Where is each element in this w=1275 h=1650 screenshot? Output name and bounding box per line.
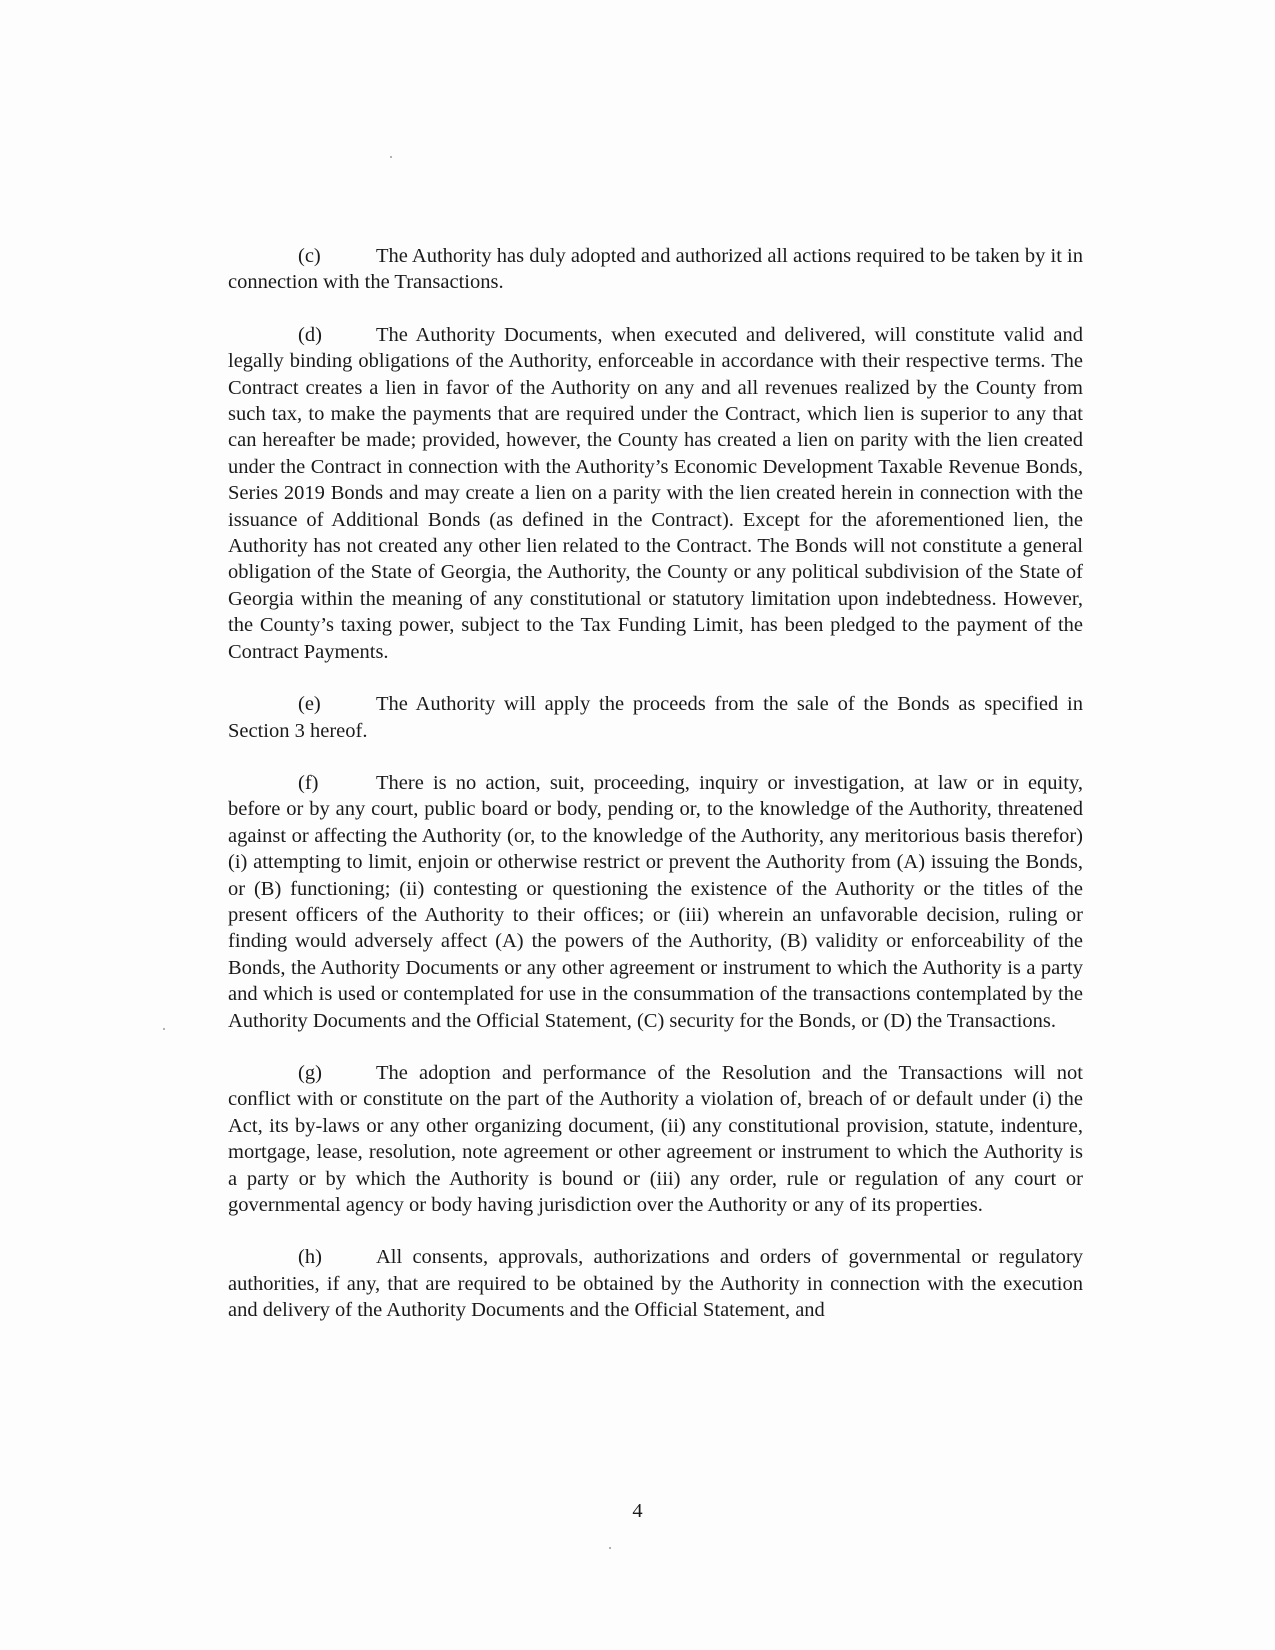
paragraph-text: The Authority has duly adopted and authorized all actions required to be taken by it in connection with the Transactions.: [228, 245, 1083, 294]
paragraph-label: (f): [298, 771, 319, 794]
page-number: 4: [632, 1500, 643, 1522]
scan-speck: [390, 156, 392, 158]
paragraph-d: [228, 322, 1083, 665]
paragraph-text: All consents, approvals, authorizations and orders of governmental or regulatory authorities, if any, that are required to be obtained by the Authority in connection with the execution and delivery of the Authority Documents and the Official Statement, and: [228, 1246, 1083, 1322]
paragraph-g: [228, 1060, 1083, 1218]
document-body: [228, 243, 1083, 1350]
paragraph-text: The Authority will apply the proceeds from the sale of the Bonds as specified in Section 3 hereof.: [228, 693, 1083, 742]
paragraph-label: (d): [298, 323, 322, 346]
paragraph-f: [228, 770, 1083, 1034]
paragraph-label: (g): [298, 1061, 322, 1084]
paragraph-h: [228, 1244, 1083, 1323]
paragraph-e: [228, 691, 1083, 744]
paragraph-label: (h): [298, 1246, 322, 1269]
scan-speck: [163, 1028, 165, 1030]
paragraph-text: There is no action, suit, proceeding, inquiry or investigation, at law or in equity, before or by any court, public board or body, pending or, to the knowledge of the Authority, threatened against or affecting the Authority (or, to the knowledge of the Authority, any meritorious basis therefor) (i) attempting to limit, enjoin or otherwise restrict or prevent the Authority from (A) issuing the Bonds, or (B) functioning; (ii) contesting or questioning the existence of the Authority or the titles of the present officers of the Authority to their offices; or (iii) wherein an unfavorable decision, ruling or finding would adversely affect (A) the powers of the Authority, (B) validity or enforceability of the Bonds, the Authority Documents or any other agreement or instrument to which the Authority is a party and which is used or contemplated for use in the consummation of the transactions contemplated by the Authority Documents and the Official Statement, (C) security for the Bonds, or (D) the Transactions.: [228, 771, 1083, 1032]
paragraph-label: (e): [298, 693, 321, 716]
paragraph-text: The adoption and performance of the Resolution and the Transactions will not conflict with or constitute on the part of the Authority a violation of, breach of or default under (i) the Act, its by-laws or any other organizing document, (ii) any constitutional provision, statute, indenture, mortgage, lease, resolution, note agreement or other agreement or instrument to which the Authority is a party or by which the Authority is bound or (iii) any order, rule or regulation of any court or governmental agency or body having jurisdiction over the Authority or any of its properties.: [228, 1061, 1083, 1216]
paragraph-c: [228, 243, 1083, 296]
paragraph-label: (c): [298, 245, 321, 267]
scan-speck: [609, 1547, 611, 1549]
paragraph-text: The Authority Documents, when executed and delivered, will constitute valid and legally binding obligations of the Authority, enforceable in accordance with their respective terms. The Contract creates a lien in favor of the Authority on any and all revenues realized by the County from such tax, to make the payments that are required under the Contract, which lien is superior to any that can hereafter be made; provided, however, the County has created a lien on parity with the lien created under the Contract in connection with the Authority’s Economic Development Taxable Revenue Bonds, Series 2019 Bonds and may create a lien on a parity with the lien created herein in connection with the issuance of Additional Bonds (as defined in the Contract). Except for the aforementioned lien, the Authority has not created any other lien related to the Contract. The Bonds will not constitute a general obligation of the State of Georgia, the Authority, the County or any political subdivision of the State of Georgia within the meaning of any constitutional or statutory limitation upon indebtedness. However, the County’s taxing power, subject to the Tax Funding Limit, has been pledged to the payment of the Contract Payments.: [228, 323, 1083, 663]
